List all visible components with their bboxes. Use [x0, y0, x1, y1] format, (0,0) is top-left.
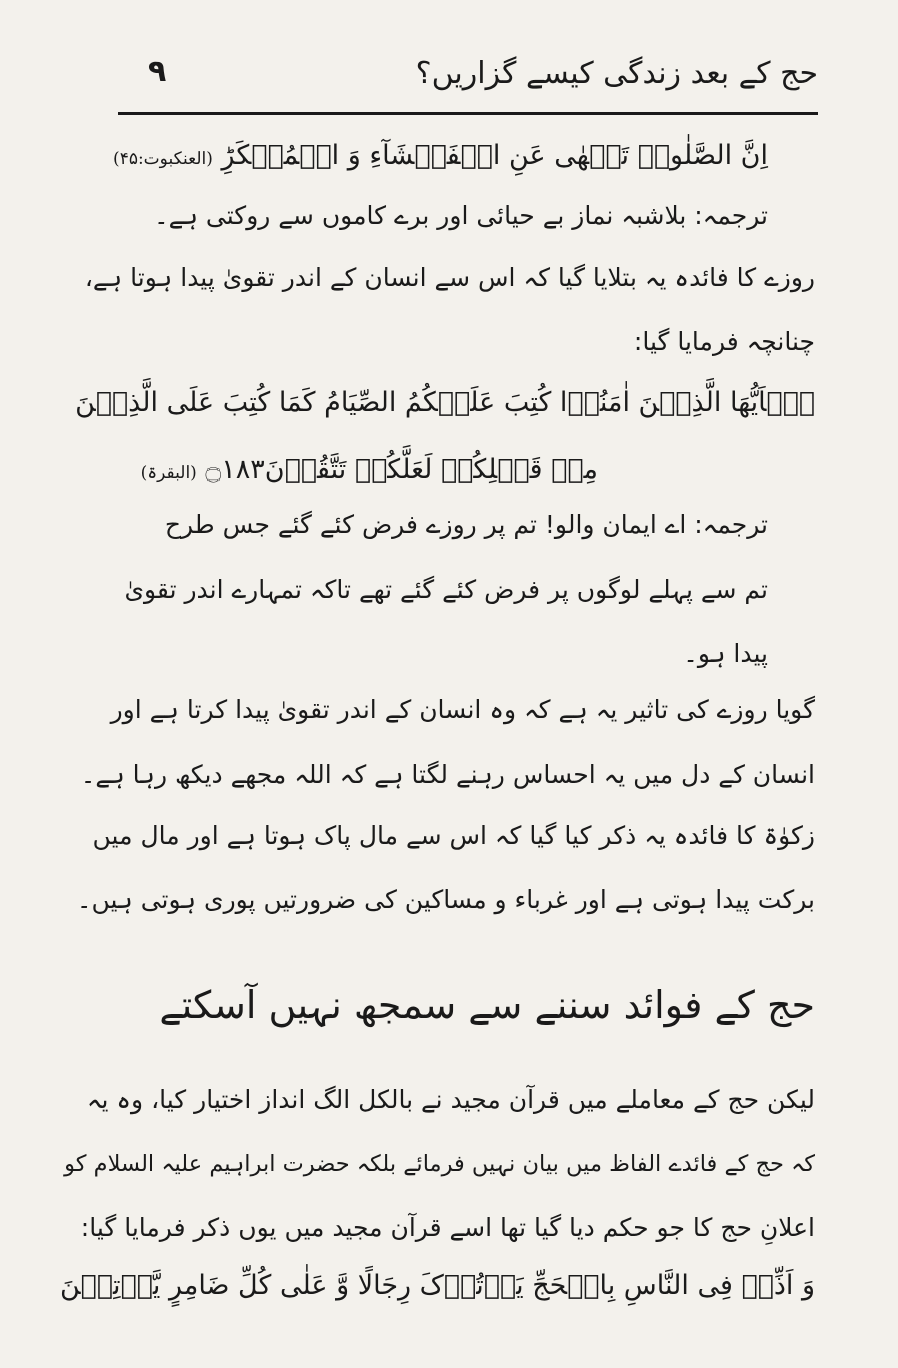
translation-line: تم سے پہلے لوگوں پر فرض کئے گئے تھے تاکہ تمہارے اندر تقویٰ	[124, 575, 768, 604]
ayah-reference: (العنکبوت:۴۵)	[113, 149, 213, 169]
paragraph-line: انسان کے دل میں یہ احساس رہنے لگتا ہے کہ اللہ مجھے دیکھ رہا ہے۔	[80, 760, 815, 789]
paragraph-line: گویا روزے کی تاثیر یہ ہے کہ وہ انسان کے اندر تقویٰ پیدا کرتا ہے اور	[110, 695, 815, 724]
ayah-line	[113, 136, 768, 179]
running-title: حج کے بعد زندگی کیسے گزاریں؟	[415, 56, 818, 91]
page-number: ٩	[148, 54, 167, 89]
ayah-line: وَ اَذِّنۡ فِی النَّاسِ بِالۡحَجِّ یَاۡتُوۡکَ رِجَالًا وَّ عَلٰی کُلِّ ضَامِرٍ یَّاۡتِیۡنَ	[59, 1270, 815, 1301]
paragraph-line: لیکن حج کے معاملے میں قرآن مجید نے بالکل الگ انداز اختیار کیا، وہ یہ	[86, 1085, 815, 1114]
paragraph-line: روزے کا فائدہ یہ بتلایا گیا کہ اس سے انسان کے اندر تقویٰ پیدا ہوتا ہے،	[84, 263, 815, 292]
paragraph-line: زکوٰۃ کا فائدہ یہ ذکر کیا گیا کہ اس سے مال پاک ہوتا ہے اور مال میں	[92, 821, 815, 850]
paragraph-line: اعلانِ حج کا جو حکم دیا گیا تھا اسے قرآن مجید میں یوں ذکر فرمایا گیا:	[80, 1213, 815, 1242]
ayah-text: مِنۡ قَبۡلِکُمۡ لَعَلَّکُمۡ تَتَّقُوۡنَ۝۱۸۳	[205, 454, 598, 485]
ayah-line: یٰۤاَیُّھَا الَّذِیۡنَ اٰمَنُوۡا کُتِبَ عَلَیۡکُمُ الصِّیَامُ کَمَا کُتِبَ عَلَی الَّذِیۡنَ	[75, 387, 815, 418]
page-header	[118, 50, 818, 110]
translation-line: ترجمہ: اے ایمان والو! تم پر روزے فرض کئے گئے جس طرح	[164, 510, 768, 539]
header-rule	[118, 112, 818, 115]
ayah-text: اِنَّ الصَّلٰوۃَ تَنۡھٰی عَنِ الۡفَحۡشَآءِ وَ الۡمُنۡکَرِؕ	[221, 140, 768, 171]
translation-line: پیدا ہو۔	[683, 639, 768, 668]
paragraph-line: کہ حج کے فائدے الفاظ میں بیان نہیں فرمائے بلکہ حضرت ابراہیم علیہ السلام کو	[64, 1151, 815, 1177]
paragraph-line: چنانچہ فرمایا گیا:	[633, 327, 815, 356]
section-heading: حج کے فوائد سننے سے سمجھ نہیں آسکتے	[159, 983, 815, 1027]
paragraph-line: برکت پیدا ہوتی ہے اور غرباء و مساکین کی ضرورتیں پوری ہوتی ہیں۔	[76, 885, 815, 914]
translation-line: ترجمہ: بلاشبہ نماز بے حیائی اور برے کاموں سے روکتی ہے۔	[154, 201, 768, 230]
ayah-line	[141, 450, 598, 493]
ayah-reference: (البقرۃ)	[140, 463, 197, 483]
